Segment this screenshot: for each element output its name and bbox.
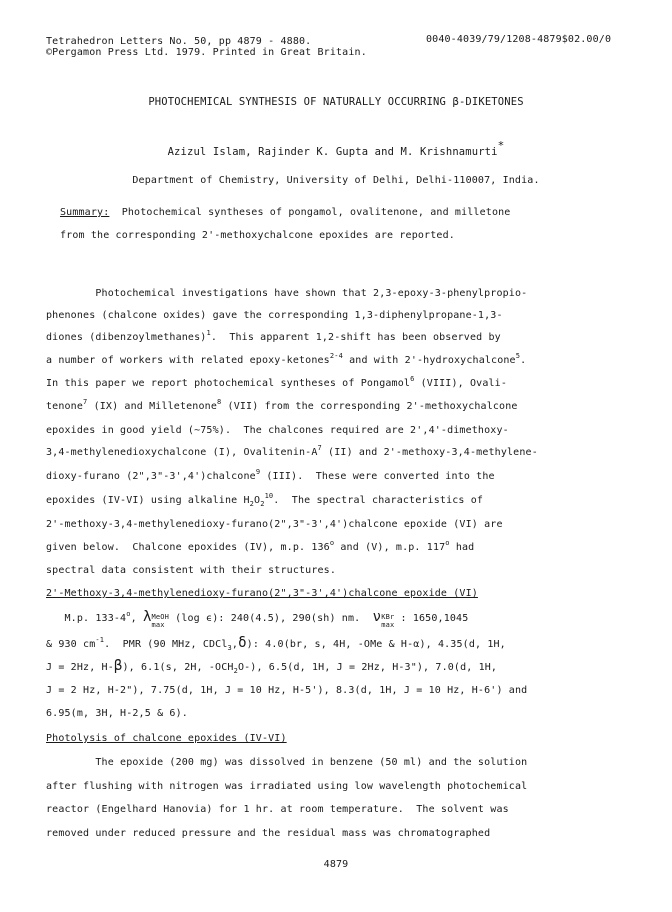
body-text: a number of workers with related epoxy-ketones bbox=[46, 355, 330, 366]
body-line-4 bbox=[46, 354, 526, 367]
delta-symbol: δ bbox=[238, 635, 247, 651]
photolysis-line-1: The epoxide (200 mg) was dissolved in benzene (50 ml) and the solution bbox=[46, 757, 528, 768]
ref-mark: 10 bbox=[264, 492, 274, 500]
journal-citation: Tetrahedron Letters No. 50, pp 4879 - 4880. bbox=[46, 36, 312, 47]
body-text: , bbox=[231, 639, 239, 650]
degree-mark: o bbox=[126, 610, 131, 618]
ref-mark: 9 bbox=[255, 468, 261, 476]
ref-mark: 5 bbox=[515, 352, 521, 360]
body-line-8 bbox=[46, 446, 538, 459]
degree-mark: o bbox=[329, 539, 335, 547]
max-label: max bbox=[381, 621, 395, 629]
spectra-line-3 bbox=[46, 660, 497, 674]
body-line-1: Photochemical investigations have shown that 2,3-epoxy-3-phenylpropio- bbox=[46, 288, 528, 299]
body-line-7: epoxides in good yield (~75%). The chalcones required are 2',4'-dimethoxy- bbox=[46, 425, 509, 436]
body-line-9 bbox=[46, 470, 495, 483]
body-line-10 bbox=[46, 494, 483, 507]
body-text: dioxy-furano (2",3"-3',4')chalcone bbox=[46, 471, 256, 482]
spectra-line-5: 6.95(m, 3H, H-2,5 & 6). bbox=[46, 708, 188, 719]
subscript: 2 bbox=[260, 500, 265, 508]
body-text: : 1650,1045 bbox=[394, 613, 469, 624]
body-line-11: 2'-methoxy-3,4-methylenedioxy-furano(2",3"-3',4')chalcone epoxide (VI) are bbox=[46, 519, 503, 530]
body-text: diones (dibenzoylmethanes) bbox=[46, 332, 207, 343]
body-text: had bbox=[449, 542, 475, 553]
article-title: PHOTOCHEMICAL SYNTHESIS OF NATURALLY OCCURRING β-DIKETONES bbox=[148, 96, 524, 108]
spectra-line-1 bbox=[46, 611, 468, 629]
max-label: max bbox=[151, 621, 165, 629]
body-text: (II) and 2'-methoxy-3,4-methylene- bbox=[321, 447, 538, 458]
body-text: epoxides (IV-VI) using alkaline H bbox=[46, 495, 250, 506]
epsilon-symbol: ϵ bbox=[206, 613, 213, 624]
subscript: 2 bbox=[249, 500, 255, 508]
body-text: ), 4.35(d, 1H, bbox=[419, 639, 506, 650]
section-heading-photolysis: Photolysis of chalcone epoxides (IV-VI) bbox=[46, 733, 287, 744]
body-text: . bbox=[520, 355, 527, 366]
ref-mark: 2-4 bbox=[329, 352, 343, 360]
body-text: given below. Chalcone epoxides (IV), m.p. 136 bbox=[46, 542, 330, 553]
body-text: (log bbox=[169, 613, 207, 624]
beta-symbol: β bbox=[113, 658, 123, 674]
body-text: ): 240(4.5), 290(sh) nm. bbox=[212, 613, 373, 624]
body-text: and with 2'-hydroxychalcone bbox=[342, 355, 516, 366]
authors-line bbox=[0, 139, 672, 159]
photolysis-line-4: removed under reduced pressure and the residual mass was chromatographed bbox=[46, 828, 491, 839]
summary-line-2: from the corresponding 2'-methoxychalcone epoxides are reported. bbox=[60, 230, 455, 241]
body-text: . PMR (90 MHz, CDCl bbox=[104, 639, 228, 650]
body-text: (VIII), Ovali- bbox=[414, 378, 507, 389]
ref-mark: 6 bbox=[410, 375, 415, 383]
solvent-label: MeOH bbox=[151, 613, 169, 621]
ref-mark: 8 bbox=[217, 398, 222, 406]
melting-point: M.p. 133-4 bbox=[46, 613, 127, 624]
photolysis-line-2: after flushing with nitrogen was irradiated using low wavelength photochemical bbox=[46, 781, 528, 792]
body-line-3 bbox=[46, 331, 501, 344]
medium-label: KBr bbox=[381, 613, 395, 621]
subscript: 2 bbox=[233, 667, 238, 675]
body-text: O-), 6.5(d, 1H, J = 2Hz, H-3"), 7.0(d, 1H, bbox=[237, 662, 498, 673]
body-text: 3,4-methylenedioxychalcone (I), Ovalitenin-A bbox=[46, 447, 318, 458]
body-text: & 930 cm bbox=[46, 639, 96, 650]
body-text: and (V), m.p. 117 bbox=[334, 542, 446, 553]
spectra-line-2 bbox=[46, 637, 506, 651]
summary-line-1 bbox=[60, 206, 510, 219]
body-text: ), 6.1(s, 2H, -OCH bbox=[122, 662, 234, 673]
body-text: J = 2Hz, H- bbox=[46, 662, 114, 673]
body-text: tenone bbox=[46, 401, 84, 412]
section-heading-epoxide: 2'-Methoxy-3,4-methylenedioxy-furano(2",3"-3',4')chalcone epoxide (VI) bbox=[46, 588, 478, 599]
body-text: O bbox=[254, 495, 261, 506]
corresponding-author-mark: * bbox=[497, 139, 505, 152]
spectra-line-4: J = 2 Hz, H-2"), 7.75(d, 1H, J = 10 Hz, H-5'), 8.3(d, 1H, J = 10 Hz, H-6') and bbox=[46, 685, 528, 696]
body-line-12 bbox=[46, 541, 474, 554]
ref-mark: 1 bbox=[206, 329, 211, 337]
uv-subscript-stack bbox=[152, 613, 169, 629]
body-text: (III). These were converted into the bbox=[260, 471, 495, 482]
body-line-6 bbox=[46, 400, 518, 413]
body-text: (IX) and Milletenone bbox=[87, 401, 217, 412]
superscript: -1 bbox=[95, 636, 105, 644]
body-line-5 bbox=[46, 377, 507, 390]
body-line-2: phenones (chalcone oxides) gave the corresponding 1,3-diphenylpropane-1,3- bbox=[46, 310, 503, 321]
summary-label: Summary: bbox=[60, 207, 110, 218]
subscript: 3 bbox=[227, 644, 232, 652]
body-text: (VII) from the corresponding 2'-methoxychalcone bbox=[221, 401, 518, 412]
affiliation: Department of Chemistry, University of Delhi, Delhi-110007, India. bbox=[132, 175, 540, 186]
page-number: 4879 bbox=[323, 859, 349, 870]
nu-symbol: ν bbox=[372, 609, 382, 625]
body-text: ): 4.0(br, s, 4H, -OMe & H- bbox=[246, 639, 414, 650]
body-text: In this paper we report photochemical syntheses of Pongamol bbox=[46, 378, 411, 389]
photolysis-line-3: reactor (Engelhard Hanovia) for 1 hr. at room temperature. The solvent was bbox=[46, 804, 509, 815]
summary-text-1: Photochemical syntheses of pongamol, ovalitenone, and milletone bbox=[109, 207, 511, 218]
article-code: 0040-4039/79/1208-4879$02.00/0 bbox=[426, 34, 612, 45]
body-text: . The spectral characteristics of bbox=[273, 495, 484, 506]
ir-subscript-stack bbox=[381, 613, 394, 629]
body-text: . This apparent 1,2-shift has been observed by bbox=[210, 332, 501, 343]
body-line-13: spectral data consistent with their structures. bbox=[46, 565, 337, 576]
body-text: , bbox=[130, 613, 143, 624]
degree-mark: o bbox=[445, 539, 450, 547]
authors: Azizul Islam, Rajinder K. Gupta and M. Krishnamurti bbox=[167, 146, 498, 158]
ref-mark: 7 bbox=[317, 444, 322, 452]
alpha-symbol: α bbox=[413, 639, 420, 650]
publisher-line: ©Pergamon Press Ltd. 1979. Printed in Great Britain. bbox=[46, 47, 367, 58]
ref-mark: 7 bbox=[83, 398, 88, 406]
lambda-symbol: λ bbox=[142, 609, 152, 625]
